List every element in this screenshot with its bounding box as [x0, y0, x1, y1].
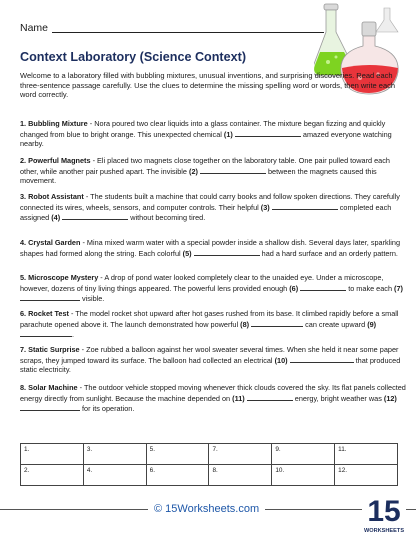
passage-heading: 8. Solar Machine — [20, 383, 78, 392]
passage-text: completed each assigned — [20, 202, 392, 223]
answer-blank[interactable] — [300, 283, 346, 291]
passage-text: - Mina mixed warm water with a special powder inside a shallow dish. Several days later, sparkling shapes had formed along the string. Each colorful — [20, 238, 401, 258]
blank-number: (6) — [289, 283, 299, 293]
passage-text: - The outdoor vehicle stopped moving whenever thick clouds covered the sky. Its flat panels collected energy directly from sunlight. Because the machine depended on — [20, 383, 406, 403]
passage-heading: 2. Powerful Magnets — [20, 156, 91, 165]
answer-cell[interactable]: 4. — [83, 465, 146, 486]
passage-heading: 7. Static Surprise — [20, 345, 80, 354]
passage-heading: 4. Crystal Garden — [20, 238, 81, 247]
passage-heading: 3. Robot Assistant — [20, 192, 84, 201]
blank-number: (8) — [240, 319, 250, 329]
answer-cell[interactable]: 11. — [335, 444, 398, 465]
passage-3 — [20, 192, 410, 223]
answer-cell[interactable]: 2. — [21, 465, 84, 486]
answer-cell[interactable]: 3. — [83, 444, 146, 465]
passage-text: between the magnets caused this movement. — [20, 166, 377, 186]
blank-number: (11) — [232, 393, 245, 403]
passage-7 — [20, 345, 410, 375]
name-field-line[interactable] — [52, 32, 324, 33]
answer-blank[interactable] — [251, 319, 303, 327]
answer-blank[interactable] — [62, 212, 128, 220]
passage-4 — [20, 238, 410, 258]
passage-text: . — [72, 330, 75, 340]
answer-cell[interactable]: 7. — [209, 444, 272, 465]
worksheet-title: Context Laboratory (Science Context) — [20, 50, 247, 64]
blank-number: (9) — [367, 319, 377, 329]
blank-number: (12) — [383, 393, 397, 403]
passage-2 — [20, 156, 410, 186]
answer-blank[interactable] — [272, 202, 338, 210]
answer-blank[interactable] — [194, 248, 260, 256]
answer-blank[interactable] — [20, 403, 80, 411]
passage-text: can create upward — [303, 319, 368, 329]
passage-1 — [20, 119, 410, 149]
passage-text: - Eli placed two magnets close together on the laboratory table. One pair pulled toward each other, while another pair pushed apart. The invisible — [20, 156, 390, 176]
answer-cell[interactable]: 12. — [335, 465, 398, 486]
logo-number: 15 — [367, 495, 401, 528]
answer-cell[interactable]: 1. — [21, 444, 84, 465]
blank-number: (7) — [394, 283, 403, 293]
passage-text: - A drop of pond water looked completely clear to the unaided eye. Under a microscope, however, dozens of tiny living things appeared. The powerful lens provided enough — [20, 273, 384, 293]
passage-text: had a hard surface and an orderly pattern. — [259, 248, 398, 258]
answer-cell[interactable]: 6. — [146, 465, 209, 486]
blank-number: (1) — [223, 129, 233, 139]
answer-blank[interactable] — [20, 329, 75, 340]
passage-8 — [20, 383, 410, 414]
answer-cell[interactable]: 5. — [146, 444, 209, 465]
answer-cell[interactable]: 10. — [272, 465, 335, 486]
passage-text: - Nora poured two clear liquids into a glass container. The mixture began fizzing and quickly changed from blue to bright orange. This unexpected chemical — [20, 119, 386, 139]
blank-number: (3) — [260, 202, 270, 212]
answer-blank[interactable] — [247, 393, 293, 401]
passage-text: without becoming tired. — [128, 213, 206, 223]
15worksheets-logo — [362, 491, 406, 536]
passage-text: energy, bright weather was — [292, 393, 384, 403]
answer-cell[interactable]: 9. — [272, 444, 335, 465]
answer-cell[interactable]: 8. — [209, 465, 272, 486]
answer-blank[interactable] — [290, 355, 354, 363]
passage-text: visible. — [80, 294, 105, 304]
answer-blank[interactable] — [235, 129, 301, 137]
passage-heading: 5. Microscope Mystery — [20, 273, 99, 282]
blank-number: (10) — [274, 355, 288, 365]
blank-number: (5) — [182, 248, 192, 258]
passage-text: - The students built a machine that could carry books and follow spoken directions. They carefully connected its wires, wheels, sensors, and computer controls. Their helpful — [20, 192, 400, 212]
passage-text: that produced static electricity. — [20, 355, 401, 375]
answer-row — [21, 465, 398, 486]
passage-text: for its operation. — [80, 404, 135, 414]
answer-blank[interactable] — [20, 293, 80, 301]
blank-number: (4) — [51, 213, 61, 223]
name-label: Name — [20, 22, 49, 34]
blank-number: (2) — [189, 166, 198, 176]
logo-text: WORKSHEETS — [363, 528, 405, 534]
passage-5 — [20, 273, 410, 304]
instructions-paragraph: Welcome to a laboratory filled with bubbling mixtures, unusual inventions, and surprising discoveries. Read each three-sentence passage carefully. Use the clues to determine the missing spelling word or words, then write each word correctly. — [20, 71, 396, 100]
answer-row — [21, 444, 398, 465]
passage-text: amazed everyone watching nearby. — [20, 129, 392, 149]
passage-6 — [20, 309, 410, 340]
answer-blank[interactable] — [200, 166, 266, 174]
footer-copyright[interactable]: © 15Worksheets.com — [148, 503, 265, 515]
passage-heading: 1. Bubbling Mixture — [20, 119, 88, 128]
passage-heading: 6. Rocket Test — [20, 309, 69, 318]
answer-grid — [20, 443, 398, 486]
passage-text: - The model rocket shot upward after hot gases rushed from its base. It climbed rapidly before a small parachute opened above it. The launch demonstrated how powerful — [20, 309, 399, 329]
passage-text: - Zoe rubbed a balloon against her wool sweater several times. When she held it near some paper scraps, they jumped toward its surface. The balloon had collected an electrical — [20, 345, 399, 365]
passage-text: to make each — [346, 283, 395, 293]
